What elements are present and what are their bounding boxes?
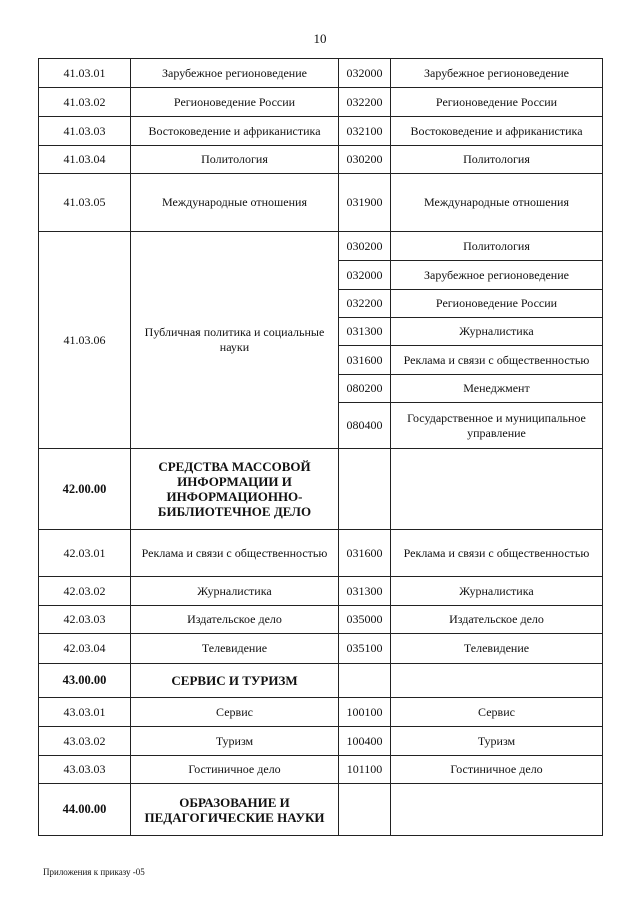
direction-name: Международные отношения [131,174,339,232]
table-row [39,606,603,634]
old-code [339,664,391,698]
old-name [391,664,603,698]
old-name: Туризм [391,727,603,756]
old-code: 030200 [339,146,391,174]
direction-code: 41.03.05 [39,174,131,232]
table-row [39,530,603,577]
table-row-group [39,784,603,836]
direction-name: Регионоведение России [131,88,339,117]
old-code: 032000 [339,261,391,290]
direction-name: Туризм [131,727,339,756]
direction-name: Телевидение [131,634,339,664]
old-code: 035000 [339,606,391,634]
direction-code: 43.03.03 [39,756,131,784]
old-code: 035100 [339,634,391,664]
table-row [39,756,603,784]
old-name: Международные отношения [391,174,603,232]
old-name: Менеджмент [391,375,603,403]
old-code: 032000 [339,59,391,88]
old-code: 030200 [339,232,391,261]
old-code: 080400 [339,403,391,449]
direction-name: Востоковедение и африканистика [131,117,339,146]
old-name: Политология [391,232,603,261]
page-number: 10 [313,31,327,46]
direction-name: Политология [131,146,339,174]
direction-code: 41.03.01 [39,59,131,88]
direction-name: Публичная политика и социальные науки [131,232,339,449]
old-name: Регионоведение России [391,290,603,318]
old-code: 100400 [339,727,391,756]
direction-code: 42.03.01 [39,530,131,577]
table-row-group [39,449,603,530]
old-code: 101100 [339,756,391,784]
table-row [39,146,603,174]
old-name: Востоковедение и африканистика [391,117,603,146]
old-code [339,784,391,836]
old-code: 032200 [339,88,391,117]
old-name: Зарубежное регионоведение [391,261,603,290]
old-code: 080200 [339,375,391,403]
old-name: Телевидение [391,634,603,664]
table-row [39,698,603,727]
old-code: 031300 [339,318,391,346]
direction-code: 41.03.02 [39,88,131,117]
group-code: 44.00.00 [39,784,131,836]
old-code: 031600 [339,346,391,375]
table-row [39,727,603,756]
table-row [39,232,603,261]
group-title: СРЕДСТВА МАССОВОЙ ИНФОРМАЦИИ И ИНФОРМАЦИОННО-БИБЛИОТЕЧНОЕ ДЕЛО [131,449,339,530]
old-code: 031300 [339,577,391,606]
direction-name: Сервис [131,698,339,727]
group-title: ОБРАЗОВАНИЕ И ПЕДАГОГИЧЕСКИЕ НАУКИ [131,784,339,836]
table-row [39,634,603,664]
old-name: Политология [391,146,603,174]
old-name: Регионоведение России [391,88,603,117]
old-name: Издательское дело [391,606,603,634]
group-title: СЕРВИС И ТУРИЗМ [131,664,339,698]
old-name: Реклама и связи с общественностью [391,346,603,375]
direction-code: 43.03.02 [39,727,131,756]
old-name: Реклама и связи с общественностью [391,530,603,577]
direction-name: Гостиничное дело [131,756,339,784]
direction-code: 42.03.04 [39,634,131,664]
direction-code: 42.03.03 [39,606,131,634]
old-name: Государственное и муниципальное управление [391,403,603,449]
direction-name: Издательское дело [131,606,339,634]
direction-code: 41.03.03 [39,117,131,146]
direction-name: Зарубежное регионоведение [131,59,339,88]
table-row [39,174,603,232]
direction-name: Реклама и связи с общественностью [131,530,339,577]
direction-code: 41.03.04 [39,146,131,174]
group-code: 43.00.00 [39,664,131,698]
table-row [39,577,603,606]
table-row [39,59,603,88]
old-code: 032100 [339,117,391,146]
old-name [391,449,603,530]
old-name: Сервис [391,698,603,727]
old-name [391,784,603,836]
direction-code: 43.03.01 [39,698,131,727]
table-row [39,117,603,146]
old-code: 031600 [339,530,391,577]
direction-code: 42.03.02 [39,577,131,606]
old-name: Зарубежное регионоведение [391,59,603,88]
old-name: Гостиничное дело [391,756,603,784]
old-name: Журналистика [391,318,603,346]
group-code: 42.00.00 [39,449,131,530]
table-row [39,88,603,117]
old-code [339,449,391,530]
footer-note: Приложения к приказу -05 [43,867,145,877]
old-code: 100100 [339,698,391,727]
old-code: 031900 [339,174,391,232]
old-name: Журналистика [391,577,603,606]
direction-code: 41.03.06 [39,232,131,449]
specialties-table [38,58,603,836]
table-row-group [39,664,603,698]
old-code: 032200 [339,290,391,318]
direction-name: Журналистика [131,577,339,606]
